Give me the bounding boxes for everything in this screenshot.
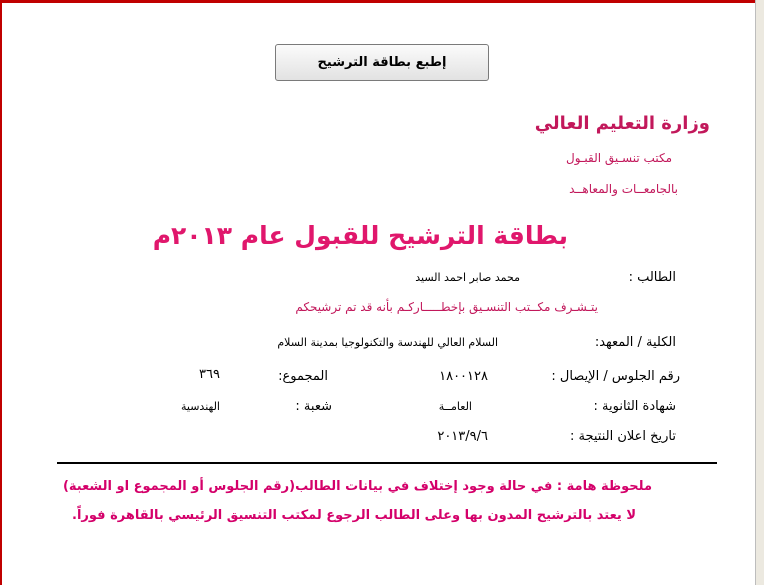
- certificate-value: العامــة: [438, 400, 472, 413]
- ministry-heading: وزارة التعليم العالي: [534, 113, 710, 134]
- certificate-label: شهادة الثانوية :: [593, 399, 676, 414]
- total-label: المجموع:: [278, 369, 328, 384]
- window-top-border: [0, 0, 764, 3]
- student-name-value: محمد صابر احمد السيد: [415, 271, 520, 284]
- print-card-button[interactable]: إطبع بطاقة الترشيح: [275, 44, 489, 81]
- student-label: الطالب :: [628, 270, 676, 285]
- office-name-line2: بالجامعــات والمعاهــد: [569, 182, 678, 196]
- seat-number-value: ١٨٠٠١٢٨: [439, 369, 488, 384]
- result-date-value: ٢٠١٣/٩/٦: [437, 429, 488, 444]
- card-title: بطاقة الترشيح للقبول عام ٢٠١٣م: [152, 221, 568, 250]
- total-value: ٣٦٩: [199, 367, 220, 382]
- vertical-scrollbar[interactable]: [755, 0, 764, 585]
- important-note-line2: لا يعتد بالترشيح المدون بها وعلى الطالب الرجوع لمكتب التنسيق الرئيسي بالقاهرة فوراً.: [72, 508, 636, 523]
- faculty-label: الكلية / المعهد:: [594, 335, 676, 350]
- result-date-label: تاريخ اعلان النتيجة :: [569, 429, 676, 444]
- window-left-border: [0, 0, 2, 585]
- branch-value: الهندسية: [180, 400, 220, 413]
- office-name-line1: مكتب تنسـيق القبـول: [565, 151, 672, 165]
- nomination-message: يتـشـرف مكــتب التنسـيق بإخطـــــاركـم بأنه قد تم ترشيحكم: [295, 300, 598, 314]
- important-note-line1: ملحوظة هامة : في حالة وجود إختلاف في بيانات الطالب(رقم الجلوس أو المجموع او الشعبة): [62, 479, 652, 494]
- section-divider: [57, 462, 717, 464]
- seat-number-label: رقم الجلوس / الإيصال :: [551, 369, 680, 384]
- faculty-value: السلام العالي للهندسة والتكنولوجيا بمدينة السلام: [277, 336, 498, 349]
- branch-label: شعبة :: [295, 399, 332, 414]
